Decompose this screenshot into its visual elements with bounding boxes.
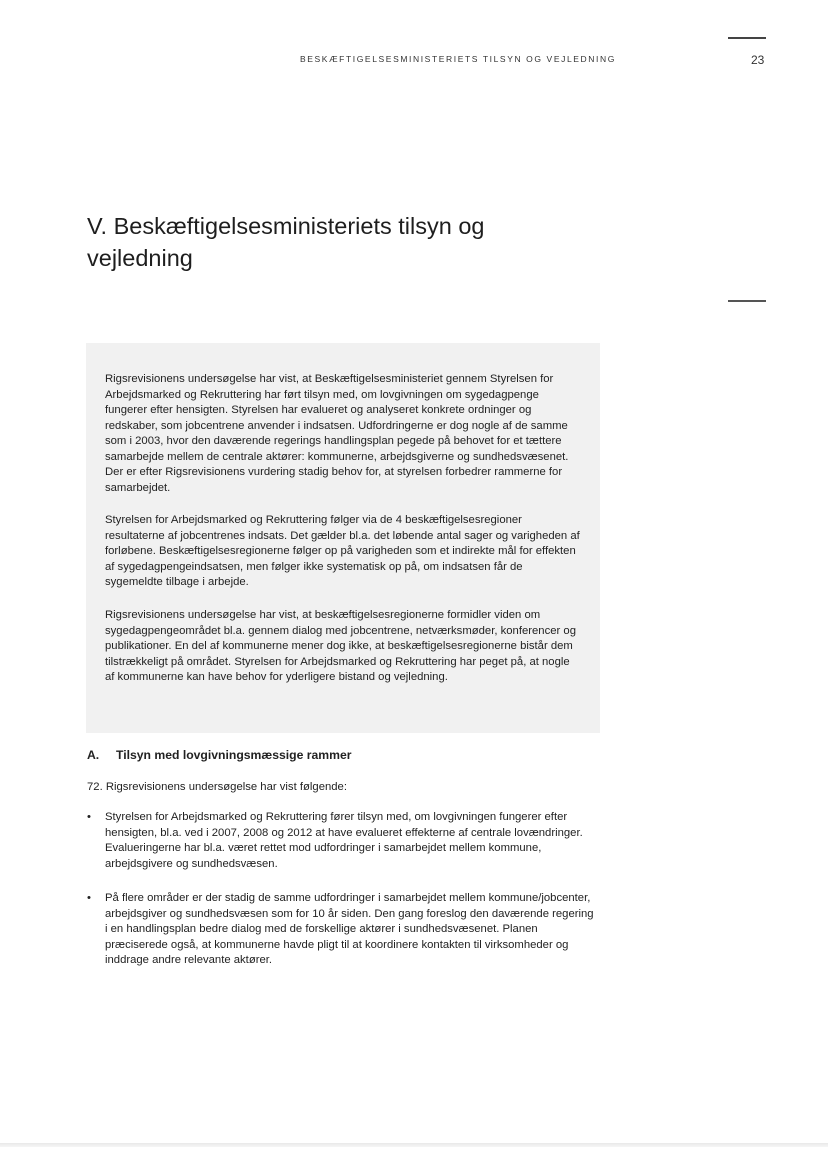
margin-rule: [728, 300, 766, 302]
bullet-text: På flere områder er der stadig de samme udfordringer i samarbejdet mellem kommune/jobcenter, arbejdsgiver og sundhedsvæsen som for 10 år siden. Den gang foreslog den daværende regering i en handlingsplan bedre dialog med de forskellige aktører i sundhedsvæsenet. Planen præciserede også, at kommunerne havde pligt til at koordinere kontakten til virksomheder og inddrage andre relevante aktører.: [105, 892, 594, 966]
summary-paragraph: Rigsrevisionens undersøgelse har vist, at Beskæftigelsesministeriet gennem Styrelsen for Arbejdsmarked og Rekruttering har ført tilsyn med, om lovgivningen om sygedagpenge fungerer efter hensigten. Styrelsen har evalueret og analyseret konkrete ordninger og redskaber, som jobcentrene anvender i indsatsen. Udfordringerne er dog nogle af de samme som i 2003, hvor den daværende regerings handlingsplan pegede på behovet for et tættere samarbejde mellem de centrale aktører: kommunerne, arbejdsgiverne og sundhedsvæsenet. Der er efter Rigsrevisionens vurdering stadig behov for, at styrelsen forbedrer rammerne for samarbejdet.: [105, 373, 569, 494]
chapter-title: V. Beskæftigelsesministeriets tilsyn og vejledning: [87, 213, 485, 271]
bullet-item: [87, 810, 607, 872]
summary-paragraph: Rigsrevisionens undersøgelse har vist, at beskæftigelsesregionerne formidler viden om sygedagpengeområdet bl.a. gennem dialog med jobcentrene, netværksmøder, konferencer og publikationer. En del af kommunerne mener dog ikke, at beskæftigelsesregionerne bistår dem tilstrækkeligt på området. Styrelsen for Arbejdsmarked og Rekruttering har peget på, at nogle af kommunerne kan have behov for yderligere bistand og vejledning.: [105, 609, 576, 683]
page-edge: [0, 1143, 828, 1147]
running-header: BESKÆFTIGELSESMINISTERIETS TILSYN OG VEJLEDNING: [300, 54, 616, 64]
page-number: 23: [751, 53, 765, 67]
section-title: Tilsyn med lovgivningsmæssige rammer: [116, 748, 352, 762]
summary-paragraph: Styrelsen for Arbejdsmarked og Rekruttering følger via de 4 beskæftigelsesregioner resultaterne af jobcentrenes indsats. Det gælder bl.a. det løbende antal sager og varigheden af forløbene. Beskæftigelsesregionerne følger op på varigheden som et indirekte mål for effekten af sygedagpengeindsatsen, men følger ikke systematisk op på, om indsatsen får de sygemeldte tilbage i arbejde.: [105, 514, 580, 588]
header-rule: [728, 37, 766, 39]
bullet-icon: •: [87, 892, 91, 904]
section-heading: [87, 748, 351, 762]
bullet-text: Styrelsen for Arbejdsmarked og Rekruttering fører tilsyn med, om lovgivningen fungerer efter hensigten, bl.a. ved i 2007, 2008 og 2012 at have evalueret effekterne af centrale lovændringer. Evalueringerne har bl.a. været rettet mod udfordringer i samarbejdet mellem kommune, arbejdsgivere og sundhedsvæsen.: [105, 811, 583, 870]
bullet-icon: •: [87, 811, 91, 823]
section-letter: A.: [87, 748, 100, 762]
bullet-item: [87, 891, 607, 969]
numbered-paragraph: 72. Rigsrevisionens undersøgelse har vist følgende:: [87, 781, 347, 793]
